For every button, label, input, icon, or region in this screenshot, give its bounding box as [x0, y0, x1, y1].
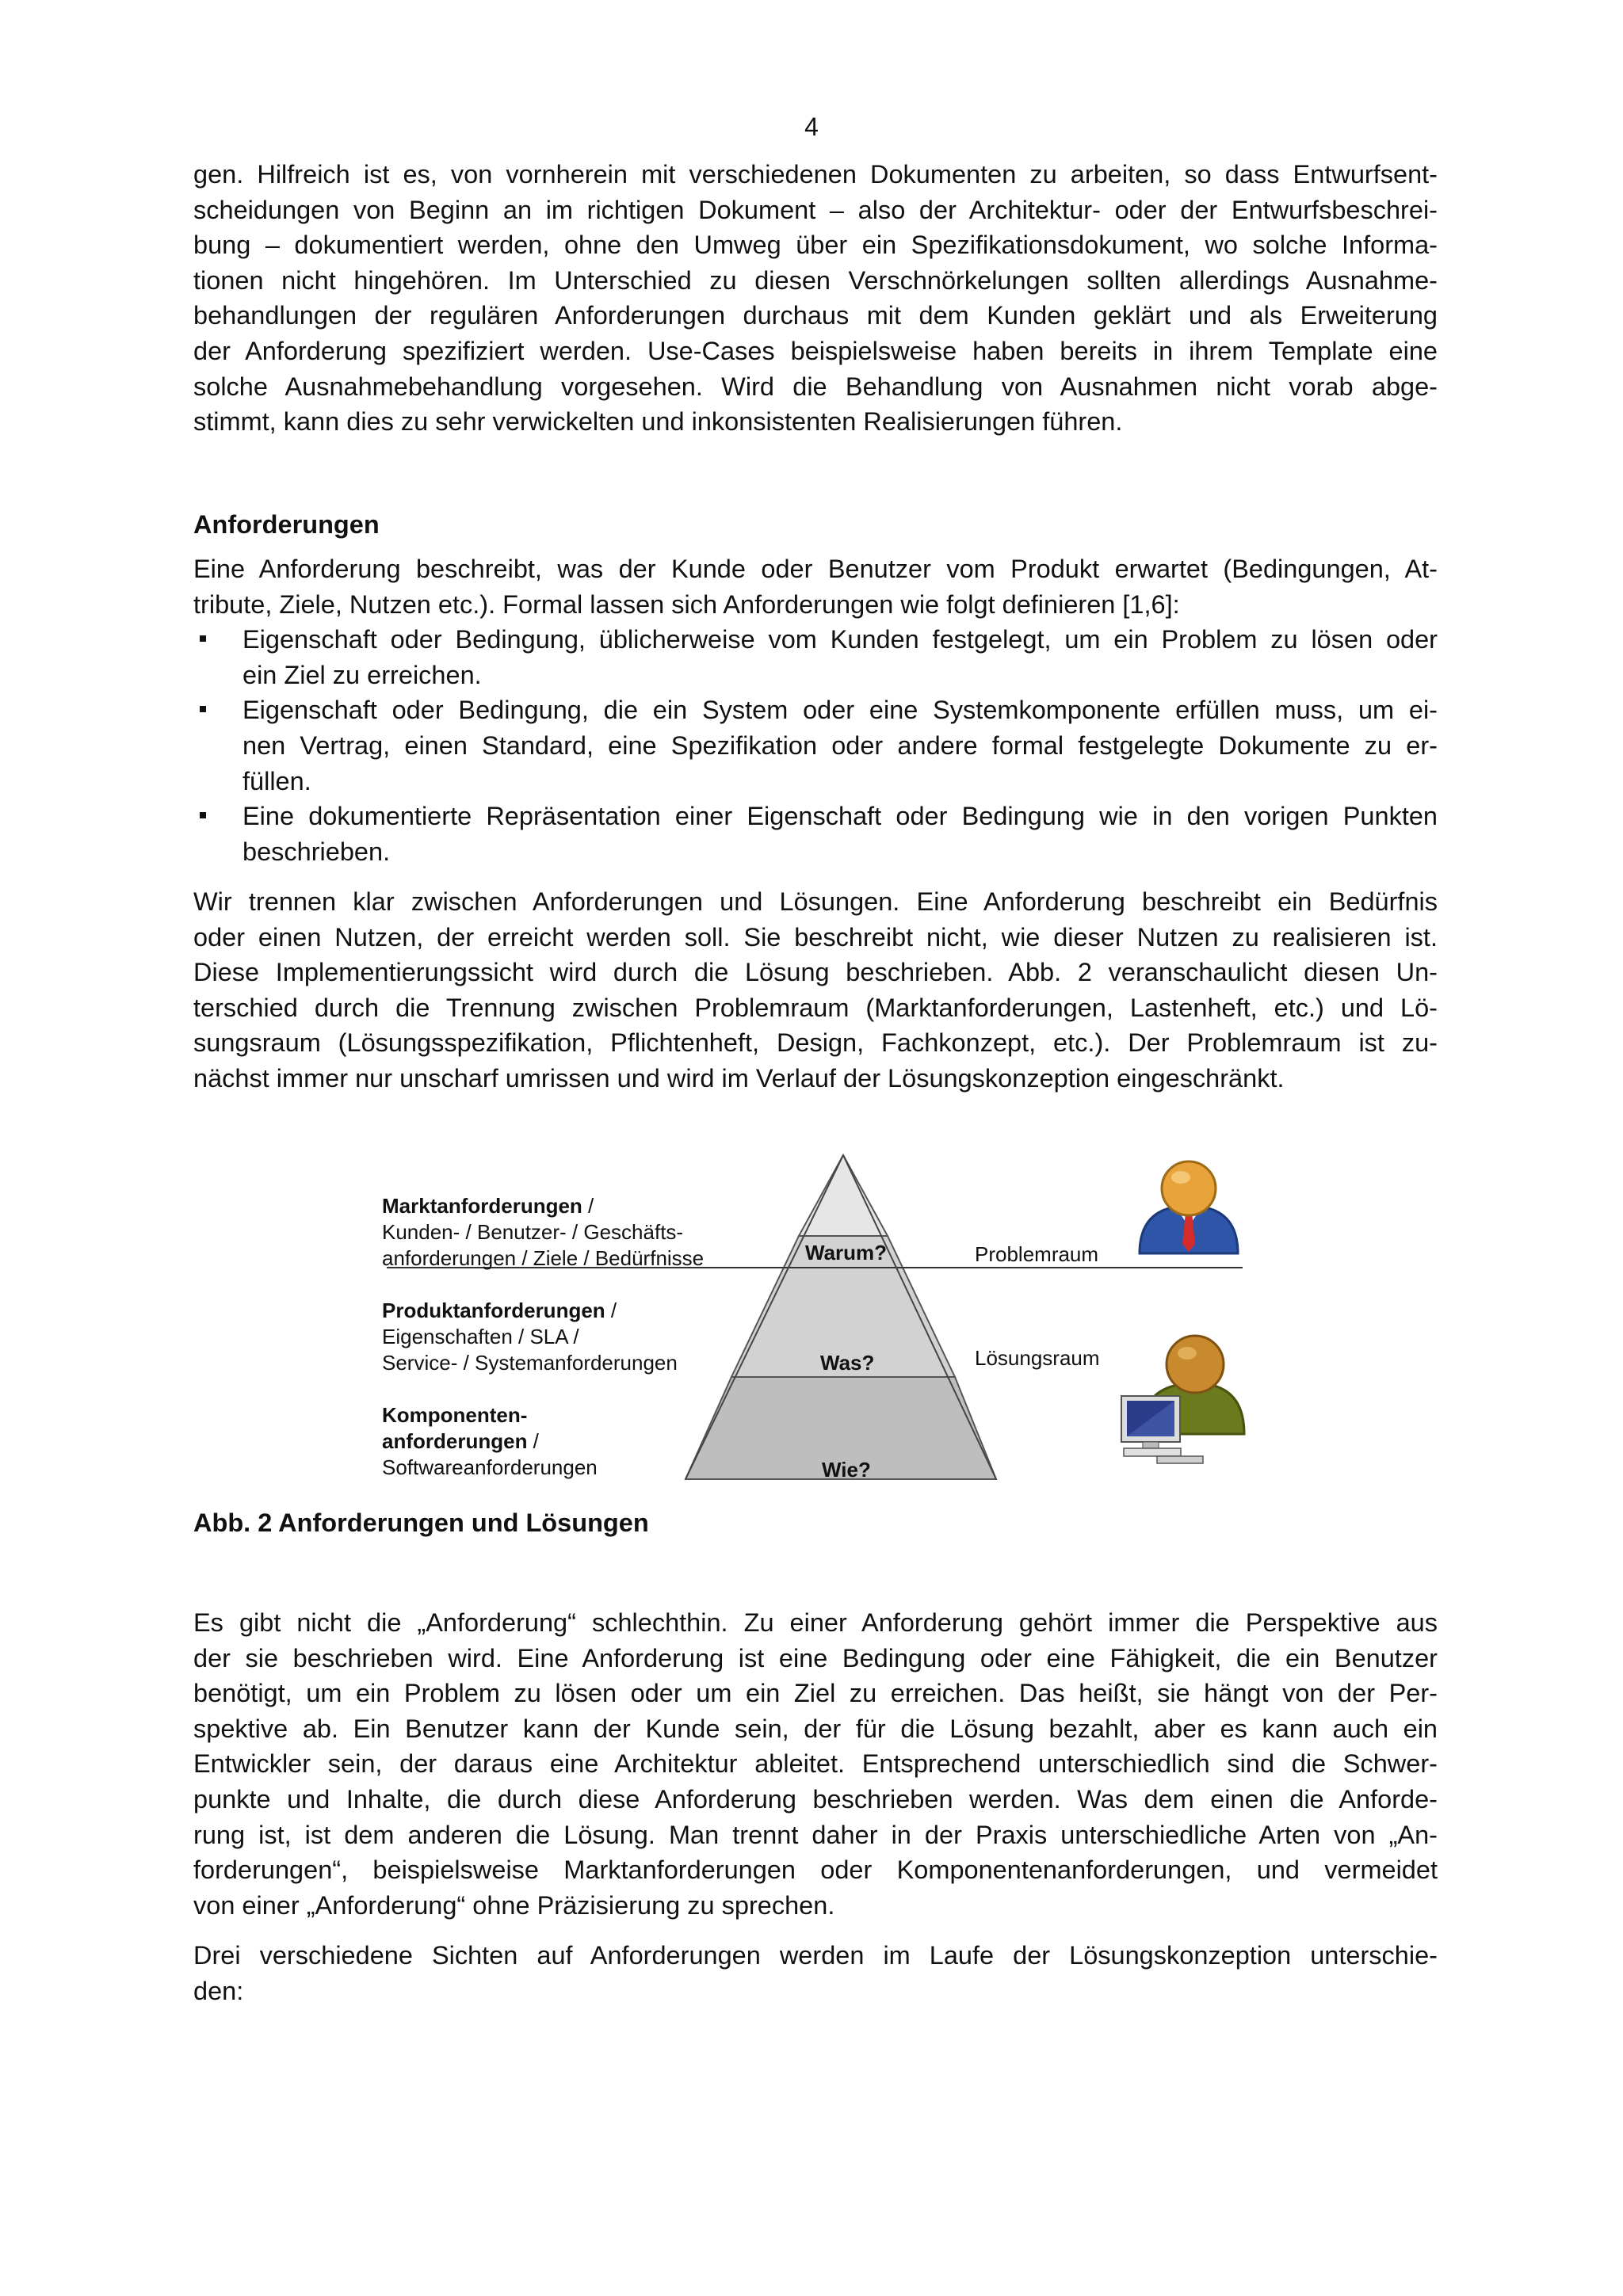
text-line: Diese Implementierungssicht wird durch die Lösung beschrieben. Abb. 2 veranschaulicht diesen Un-	[193, 958, 1438, 987]
text-line: nächst immer nur unscharf umrissen und wird im Verlauf der Lösungskonzeption eingeschränkt.	[193, 1063, 1285, 1093]
requirements-pyramid-figure	[372, 1141, 1284, 1489]
text-line: der sie beschrieben wird. Eine Anforderung ist eine Bedingung oder eine Fähigkeit, die ein Benutzer	[193, 1643, 1438, 1672]
separation-paragraph	[193, 884, 1438, 1097]
text-line: nen Vertrag, einen Standard, eine Spezifikation oder andere formal festgelegte Dokumente zu er-	[242, 730, 1438, 760]
square-bullet-icon	[200, 635, 206, 642]
square-bullet-icon	[200, 706, 206, 712]
text-line: der Anforderung spezifiziert werden. Use-Cases beispielsweise haben bereits in ihrem Template eine	[193, 336, 1438, 365]
text-line: Eine Anforderung beschreibt, was der Kunde oder Benutzer vom Produkt erwartet (Bedingungen, At-	[193, 555, 1438, 583]
pyramid-top-section	[799, 1155, 888, 1236]
text-line: von einer „Anforderung“ ohne Präzisierung zu sprechen.	[193, 1890, 835, 1920]
text-line: Eigenschaft oder Bedingung, üblicherweise vom Kunden festgelegt, um ein Problem zu lösen oder	[242, 625, 1438, 654]
text-line: Entwickler sein, der daraus eine Architektur ableitet. Entsprechend unterschiedlich sind die Schwer-	[193, 1749, 1438, 1779]
text-line: beschrieben.	[242, 837, 391, 866]
text-line: rung ist, ist dem anderen die Lösung. Man trennt daher in der Praxis unterschiedliche Arten von „An-	[193, 1820, 1438, 1849]
text-line: bung – dokumentiert werden, ohne den Umweg über ein Spezifikationsdokument, wo solche Informa-	[193, 231, 1438, 260]
text-line: Drei verschiedene Sichten auf Anforderungen werden im Laufe der Lösungskonzeption unterschie-	[193, 1941, 1438, 1970]
text-line: forderungen“, beispielsweise Marktanforderungen oder Komponentenanforderungen, und vermeidet	[193, 1855, 1438, 1885]
text-line: behandlungen der regulären Anforderungen durchaus mit dem Kunden geklärt und als Erweiterung	[193, 301, 1438, 330]
text-line: punkte und Inhalte, die durch diese Anforderung beschrieben werden. Was dem einen die Anforde-	[193, 1784, 1438, 1814]
text-line: scheidungen von Beginn an im richtigen Dokument – also der Architektur- oder der Entwurfsbeschrei-	[193, 195, 1438, 224]
text-line: den:	[193, 1976, 244, 2005]
text-line: Eine dokumentierte Repräsentation einer Eigenschaft oder Bedingung wie in den vorigen Punkten	[242, 802, 1438, 831]
perspective-paragraph	[193, 1605, 1438, 1923]
text-line: füllen.	[242, 766, 311, 795]
list-item	[193, 799, 1438, 869]
level-market-label: Marktanforderungen / Kunden- / Benutzer- / Geschäfts- anforderungen / Ziele / Bedürfnisse	[382, 1194, 705, 1270]
text-line: stimmt, kann dies zu sehr verwickelten und inkonsistenten Realisierungen führen.	[193, 407, 1123, 437]
level-component-label: Komponenten- anforderungen / Softwareanforderungen	[382, 1403, 598, 1479]
question-how: Wie?	[822, 1458, 871, 1482]
text-line: benötigt, um ein Problem zu lösen oder um ein Ziel zu erreichen. Das heißt, sie hängt von der Per-	[193, 1679, 1438, 1708]
square-bullet-icon	[200, 812, 206, 818]
list-item	[193, 692, 1438, 799]
text-line: Eigenschaft oder Bedingung, die ein System oder eine Systemkomponente erfüllen muss, um ei-	[242, 696, 1438, 725]
question-what: Was?	[820, 1351, 875, 1375]
problem-space-label: Problemraum	[975, 1242, 1099, 1266]
text-line: terschied durch die Trennung zwischen Problemraum (Marktanforderungen, Lastenheft, etc.) und Lö-	[193, 993, 1438, 1022]
intro-paragraph	[193, 157, 1438, 440]
text-line: spektive ab. Ein Benutzer kann der Kunde sein, der für die Lösung bezahlt, aber es kann auch ein	[193, 1714, 1438, 1743]
text-line: solche Ausnahmebehandlung vorgesehen. Wird die Behandlung von Ausnahmen nicht vorab abge-	[193, 372, 1438, 401]
solution-space-label: Lösungsraum	[975, 1346, 1100, 1370]
definition-list	[193, 622, 1438, 869]
level-product-label: Produktanforderungen / Eigenschaften / SLA / Service- / Systemanforderungen	[382, 1299, 678, 1375]
question-why: Warum?	[805, 1241, 888, 1264]
text-line: Wir trennen klar zwischen Anforderungen und Lösungen. Eine Anforderung beschreibt ein Bedürfnis	[193, 887, 1438, 916]
figure-caption: Abb. 2 Anforderungen und Lösungen	[193, 1508, 649, 1537]
text-line: Es gibt nicht die „Anforderung“ schlechthin. Zu einer Anforderung gehört immer die Perspektive aus	[193, 1608, 1438, 1637]
definition-paragraph	[193, 551, 1438, 869]
text-line: oder einen Nutzen, der erreicht werden soll. Sie beschreibt nicht, wie dieser Nutzen zu realisieren ist.	[193, 922, 1438, 952]
section-heading: Anforderungen	[193, 510, 380, 539]
text-line: sungsraum (Lösungsspezifikation, Pflichtenheft, Design, Fachkonzept, etc.). Der Problemraum ist zu-	[193, 1028, 1438, 1058]
text-line: ein Ziel zu erreichen.	[242, 660, 482, 689]
page-number: 4	[804, 113, 819, 141]
text-line: tribute, Ziele, Nutzen etc.). Formal lassen sich Anforderungen wie folgt definieren [1,6]:	[193, 589, 1180, 619]
text-line: gen. Hilfreich ist es, von vornherein mit verschiedenen Dokumenten zu arbeiten, so dass Entwurfsent-	[193, 160, 1438, 189]
list-item	[193, 622, 1438, 692]
text-line: tionen nicht hingehören. Im Unterschied zu diesen Verschnörkelungen sollten allerdings Ausnahme-	[193, 265, 1438, 295]
customer-person-icon	[1140, 1161, 1238, 1253]
views-paragraph	[193, 1938, 1438, 2008]
